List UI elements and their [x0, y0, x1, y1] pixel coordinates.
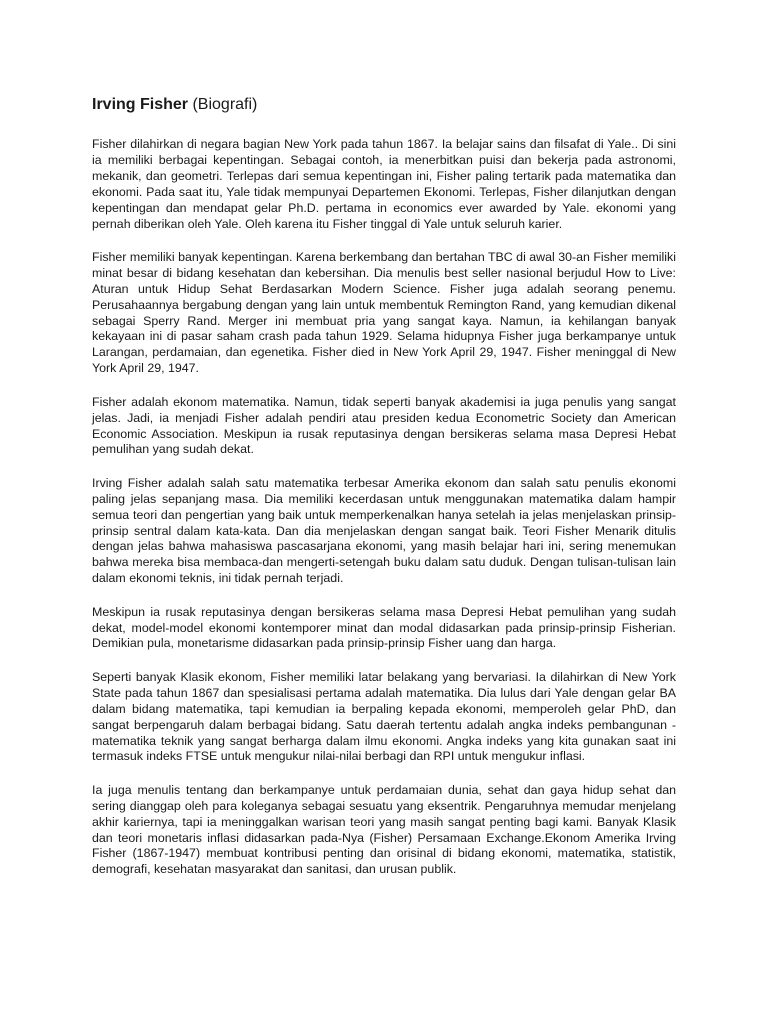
title-suffix: (Biografi) [188, 96, 258, 113]
title-name: Irving Fisher [92, 96, 189, 113]
page-title [92, 95, 676, 115]
paragraph-3: Fisher adalah ekonom matematika. Namun, tidak seperti banyak akademisi ia juga penulis yang sangat jelas. Jadi, ia menjadi Fisher adalah pendiri atau presiden kedua Econometric Society dan American Economic Association. Meskipun ia rusak reputasinya dengan bersikeras selama masa Depresi Hebat pemulihan yang sudah dekat. [92, 394, 676, 457]
paragraph-6: Seperti banyak Klasik ekonom, Fisher memiliki latar belakang yang bervariasi. Ia dilahirkan di New York State pada tahun 1867 dan spesialisasi pertama adalah matematika. Dia lulus dari Yale dengan gelar BA dalam bidang matematika, tapi kemudian ia berpaling kepada ekonomi, memperoleh gelar PhD, dan sangat berpengaruh dalam berbagai bidang. Satu daerah tertentu adalah angka indeks pembangunan - matematika teknik yang sangat berharga dalam ilmu ekonomi. Angka indeks yang kita gunakan saat ini termasuk indeks FTSE untuk mengukur nilai-nilai berbagi dan RPI untuk mengukur inflasi. [92, 669, 676, 764]
document-page [92, 95, 676, 896]
paragraph-7: Ia juga menulis tentang dan berkampanye untuk perdamaian dunia, sehat dan gaya hidup sehat dan sering dianggap oleh para koleganya sebagai sesuatu yang eksentrik. Pengaruhnya memudar menjelang akhir kariernya, tapi ia meninggalkan warisan teori yang masih sangat penting bagi kami. Banyak Klasik dan teori monetaris inflasi didasarkan pada-Nya (Fisher) Persamaan Exchange.Ekonom Amerika Irving Fisher (1867-1947) membuat kontribusi penting dan orisinal di bidang ekonomi, matematika, statistik, demografi, kesehatan masyarakat dan sanitasi, dan urusan publik. [92, 782, 676, 877]
paragraph-4: Irving Fisher adalah salah satu matematika terbesar Amerika ekonom dan salah satu penulis ekonomi paling jelas sepanjang masa. Dia memiliki kecerdasan untuk menggunakan matematika dalam hampir semua teori dan pengertian yang baik untuk memperkenalkan hanya setelah ia jelas menjelaskan prinsip-prinsip sentral dalam kata-kata. Dan dia menjelaskan dengan sangat baik. Teori Fisher Menarik ditulis dengan jelas bahwa mahasiswa pascasarjana ekonomi, yang masih belajar hari ini, sering menemukan bahwa mereka bisa membaca-dan mengerti-setengah buku dalam satu duduk. Dengan tulisan-tulisan lain dalam ekonomi teknis, ini tidak pernah terjadi. [92, 475, 676, 586]
paragraph-5: Meskipun ia rusak reputasinya dengan bersikeras selama masa Depresi Hebat pemulihan yang sudah dekat, model-model ekonomi kontemporer minat dan modal didasarkan pada prinsip-prinsip Fisherian. Demikian pula, monetarisme didasarkan pada prinsip-prinsip Fisher uang dan harga. [92, 604, 676, 651]
paragraph-1: Fisher dilahirkan di negara bagian New York pada tahun 1867. Ia belajar sains dan filsafat di Yale.. Di sini ia memiliki berbagai kepentingan. Sebagai contoh, ia menerbitkan puisi dan bekerja pada astronomi, mekanik, dan geometri. Terlepas dari semua kepentingan ini, Fisher paling tertarik pada matematika dan ekonomi. Pada saat itu, Yale tidak mempunyai Departemen Ekonomi. Terlepas, Fisher dilanjutkan dengan kepentingan dan mendapat gelar Ph.D. pertama in economics ever awarded by Yale. ekonomi yang pernah diberikan oleh Yale. Oleh karena itu Fisher tinggal di Yale untuk seluruh karier. [92, 137, 676, 231]
paragraph-2: Fisher memiliki banyak kepentingan. Karena berkembang dan bertahan TBC di awal 30-an Fisher memiliki minat besar di bidang kesehatan dan kebersihan. Dia menulis best seller nasional berjudul How to Live: Aturan untuk Hidup Sehat Berdasarkan Modern Science. Fisher juga adalah seorang penemu. Perusahaannya bergabung dengan yang lain untuk membentuk Remington Rand, yang kemudian dikenal sebagai Sperry Rand. Merger ini membuat pria yang sangat kaya. Namun, ia kehilangan banyak kekayaan ini di pasar saham crash pada tahun 1929. Selama hidupnya Fisher juga berkampanye untuk Larangan, perdamaian, dan egenetika. Fisher died in New York April 29, 1947. Fisher meninggal di New York April 29, 1947. [92, 249, 676, 376]
